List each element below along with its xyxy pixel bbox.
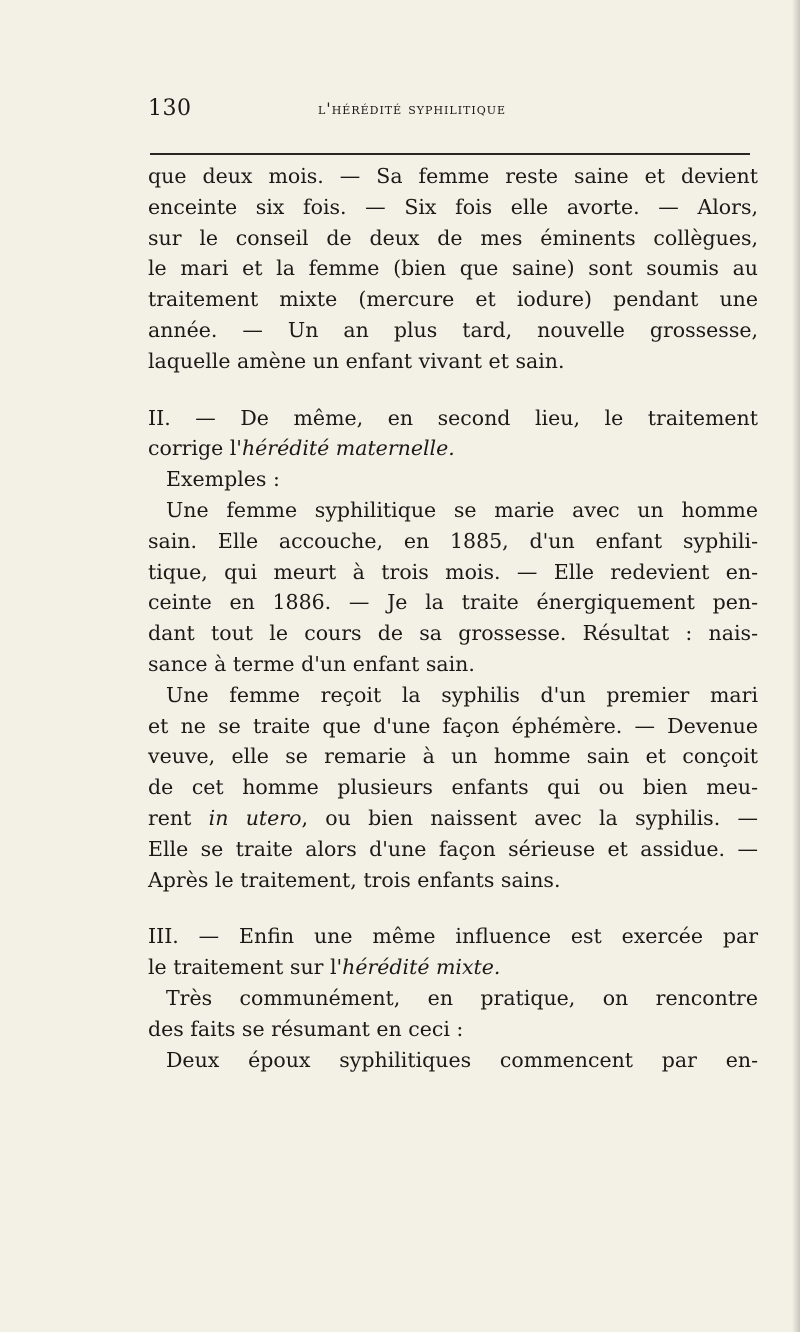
text-line: ceinte en 1886. — Je la traite énergiquement pen- bbox=[148, 590, 758, 615]
running-title: l'hérédité syphilitique bbox=[318, 99, 507, 118]
text-line: laquelle amène un enfant vivant et sain. bbox=[148, 348, 565, 373]
text-line: de cet homme plusieurs enfants qui ou bien meu- bbox=[148, 775, 758, 800]
text-line: année. — Un an plus tard, nouvelle grossesse, bbox=[148, 317, 758, 342]
paragraph-gap bbox=[148, 895, 758, 921]
text-line: Une femme reçoit la syphilis d'un premier mari bbox=[166, 682, 758, 707]
italic-term: hérédité mixte. bbox=[342, 955, 501, 980]
section-heading-iii: III. — Enfin une même influence est exercée par bbox=[148, 924, 758, 949]
text-line: Deux époux syphilitiques commencent par en- bbox=[166, 1047, 758, 1072]
text-line: Elle se traite alors d'une façon sérieuse et assidue. — bbox=[148, 836, 758, 861]
page-number: 130 bbox=[148, 96, 192, 121]
text-line: le mari et la femme (bien que saine) sont soumis au bbox=[148, 256, 758, 281]
text-line: et ne se traite que d'une façon éphémère. — Devenue bbox=[148, 713, 758, 738]
text-line: Très communément, en pratique, on rencontre bbox=[166, 985, 758, 1010]
text-line: sance à terme d'un enfant sain. bbox=[148, 651, 475, 676]
italic-term: in utero bbox=[208, 805, 302, 830]
text-line bbox=[148, 803, 758, 834]
italic-term: hérédité maternelle. bbox=[241, 436, 455, 461]
text-line: veuve, elle se remarie à un homme sain et conçoit bbox=[148, 744, 758, 769]
text-line: Une femme syphilitique se marie avec un homme bbox=[166, 497, 758, 522]
text-segment: le traitement sur l' bbox=[148, 955, 343, 980]
text-segment: corrige l' bbox=[148, 436, 242, 461]
text-line bbox=[148, 433, 758, 464]
text-line bbox=[148, 952, 758, 983]
body-text bbox=[148, 161, 758, 1075]
text-line: des faits se résumant en ceci : bbox=[148, 1016, 464, 1041]
text-line: sain. Elle accouche, en 1885, d'un enfant syphili- bbox=[148, 528, 758, 553]
text-line: dant tout le cours de sa grossesse. Résultat : nais- bbox=[148, 621, 758, 646]
text-line: Après le traitement, trois enfants sains. bbox=[148, 867, 561, 892]
text-line: que deux mois. — Sa femme reste saine et devient bbox=[148, 164, 758, 188]
text-line: enceinte six fois. — Six fois elle avorte. — Alors, bbox=[148, 194, 758, 219]
text-line: tique, qui meurt à trois mois. — Elle redevient en- bbox=[148, 559, 758, 584]
page-edge-shadow bbox=[792, 0, 800, 1332]
text-line: Exemples : bbox=[166, 467, 280, 492]
text-segment: , ou bien naissent avec la syphilis. — bbox=[301, 805, 758, 830]
text-line: sur le conseil de deux de mes éminents collègues, bbox=[148, 225, 758, 250]
text-segment: rent bbox=[148, 805, 209, 830]
paragraph-gap bbox=[148, 377, 758, 403]
section-heading-ii: II. — De même, en second lieu, le traitement bbox=[148, 405, 758, 430]
text-line: traitement mixte (mercure et iodure) pendant une bbox=[148, 287, 758, 312]
header-rule bbox=[150, 153, 750, 155]
page-header bbox=[148, 96, 748, 130]
